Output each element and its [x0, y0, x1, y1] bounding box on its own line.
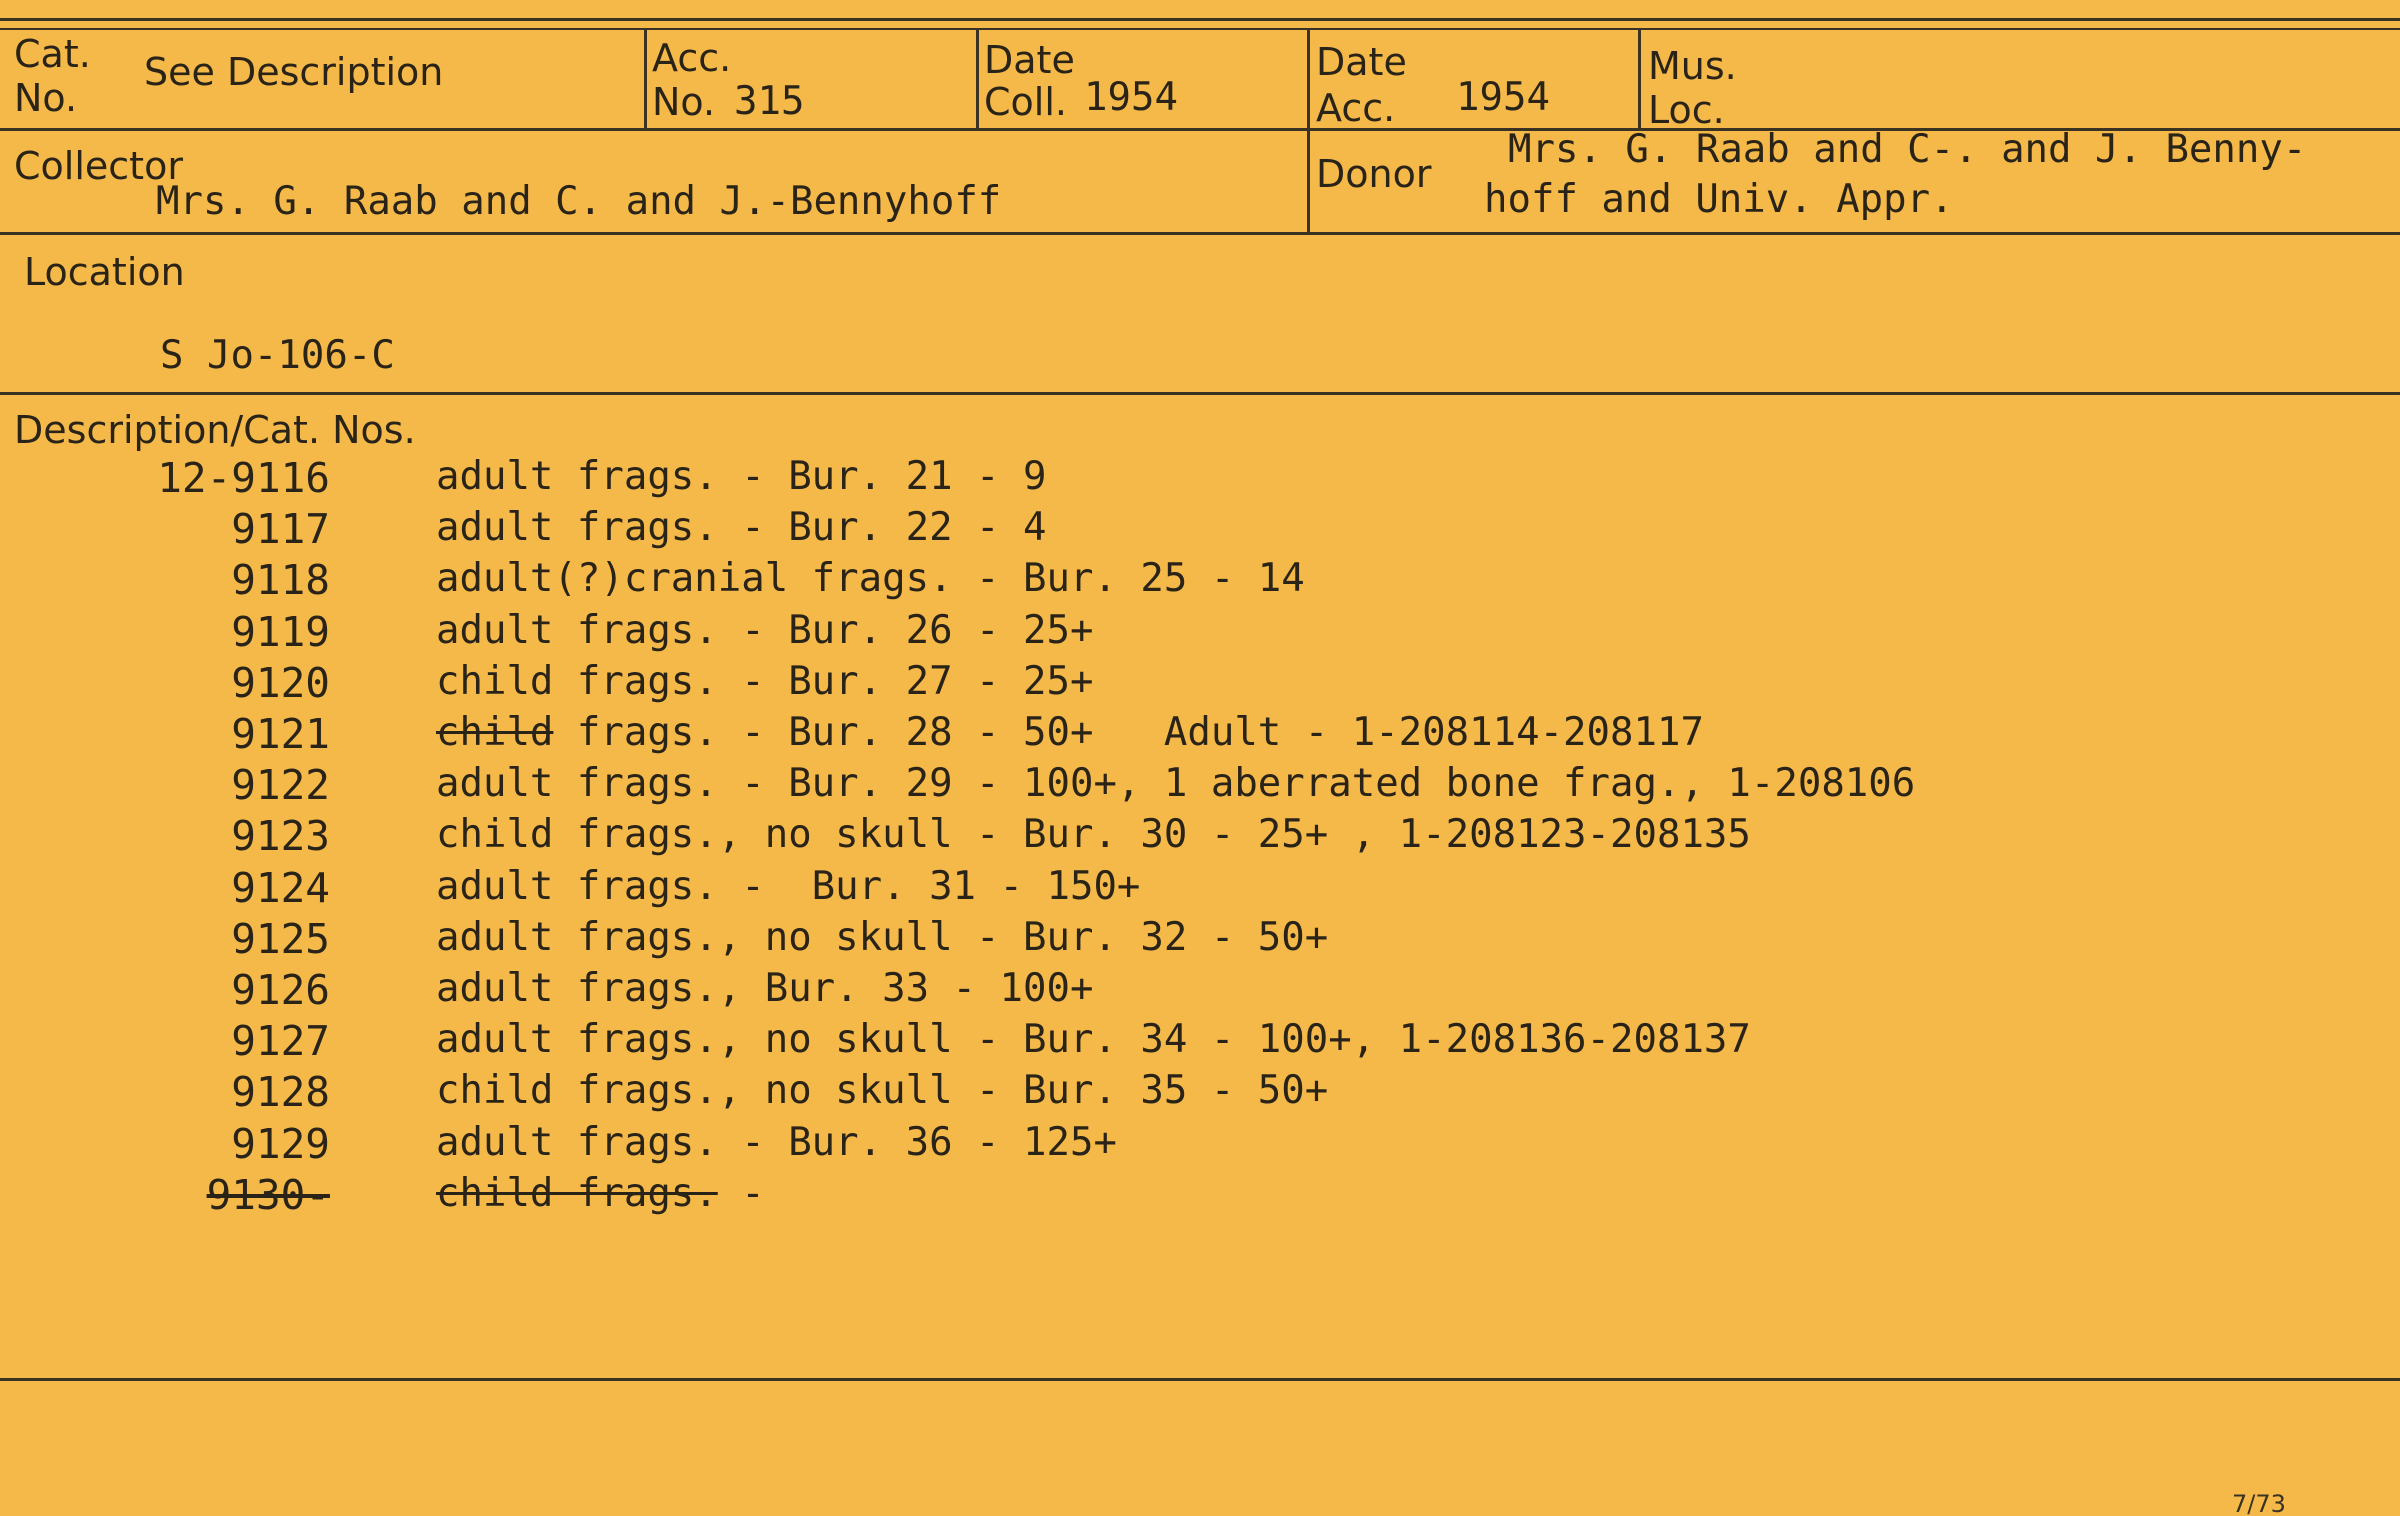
entry-text-body: adult(?)cranial frags. - Bur. 25 - 14	[436, 556, 1305, 601]
top-rule	[0, 18, 2400, 21]
entry-text	[436, 659, 1093, 704]
entry-text	[436, 608, 1093, 653]
header-divider-1	[644, 28, 647, 130]
catalog-number: 9124	[231, 864, 330, 912]
entry-text-body: child frags. - Bur. 27 - 25+	[436, 659, 1094, 704]
entry-text	[436, 966, 1093, 1011]
date-coll-value: 1954	[1084, 75, 1178, 120]
entry-text	[436, 761, 1915, 806]
catalog-number: 9128	[231, 1068, 330, 1116]
entry-text-body: adult frags. - Bur. 21 - 9	[436, 454, 1047, 499]
cat-no-label: Cat. No.	[14, 32, 91, 120]
catalog-number: 9121	[231, 710, 330, 758]
description-bottom-rule	[0, 1378, 2400, 1381]
struck-text: child frags.	[436, 1171, 718, 1216]
donor-value-line1: Mrs. G. Raab and C-. and J. Benny-	[1508, 127, 2307, 172]
acc-label: Acc.	[652, 36, 732, 80]
entry-text-body: adult frags., no skull - Bur. 34 - 100+, 1-208136-208137	[436, 1017, 1751, 1062]
donor-label: Donor	[1316, 152, 1432, 196]
entry-text-body: adult frags. - Bur. 36 - 125+	[436, 1120, 1117, 1165]
cat-no-value: See Description	[144, 50, 444, 94]
location-bottom-rule	[0, 392, 2400, 395]
entry-text-body: child frags., no skull - Bur. 35 - 50+	[436, 1068, 1329, 1113]
location-label: Location	[24, 250, 185, 294]
entry-text-body: adult frags. - Bur. 26 - 25+	[436, 608, 1094, 653]
entry-text	[436, 864, 1140, 909]
struck-text: child	[436, 710, 554, 755]
entry-text	[436, 556, 1305, 601]
entry-text	[436, 1171, 765, 1216]
catalog-number: 12-9116	[157, 454, 330, 502]
acc-no-label: No.	[652, 80, 716, 124]
entry-text	[436, 505, 1046, 550]
catalog-number: 9122	[231, 761, 330, 809]
entry-text-body: adult frags. - Bur. 31 - 150+	[436, 864, 1141, 909]
catalog-number: 9119	[231, 608, 330, 656]
coll-label: Coll.	[984, 80, 1067, 124]
collector-bottom-rule	[0, 232, 2400, 235]
entry-text	[436, 1120, 1117, 1165]
collector-donor-divider	[1307, 128, 1310, 234]
collector-value: Mrs. G. Raab and C. and J.-Bennyhoff	[156, 179, 1002, 224]
entry-text-body: -	[717, 1171, 765, 1216]
catalog-number: 9120	[231, 659, 330, 707]
donor-value-line2: hoff and Univ. Appr.	[1484, 177, 1954, 222]
entry-text-body: adult frags., Bur. 33 - 100+	[436, 966, 1094, 1011]
entry-text	[436, 710, 1704, 755]
entry-text-body: adult frags. - Bur. 22 - 4	[436, 505, 1047, 550]
date-coll-label: Date	[984, 38, 1075, 82]
entry-text-body: adult frags. - Bur. 29 - 100+, 1 aberrated bone frag., 1-208106	[436, 761, 1916, 806]
header-divider-2	[976, 28, 979, 130]
catalog-number: 9118	[231, 556, 330, 604]
header-divider-3	[1307, 28, 1310, 130]
acc-label-2: Acc.	[1316, 86, 1396, 130]
collector-label: Collector	[14, 144, 183, 188]
catalog-number: 9123	[231, 812, 330, 860]
location-value: S Jo-106-C	[160, 333, 395, 378]
mus-label: Mus.	[1648, 44, 1737, 88]
entry-text	[436, 915, 1328, 960]
loc-label: Loc.	[1648, 88, 1725, 132]
catalog-number: 9130-	[206, 1171, 330, 1219]
catalog-number: 9117	[231, 505, 330, 553]
catalog-number: 9127	[231, 1017, 330, 1065]
catalog-number: 9125	[231, 915, 330, 963]
acc-no-value: 315	[734, 79, 805, 124]
entry-text-body: adult frags., no skull - Bur. 32 - 50+	[436, 915, 1329, 960]
description-label: Description/Cat. Nos.	[14, 408, 416, 452]
catalog-number: 9126	[231, 966, 330, 1014]
card-footer-code: 7/73	[2232, 1490, 2286, 1516]
date-acc-value: 1954	[1456, 75, 1550, 120]
entry-text	[436, 1017, 1751, 1062]
entry-text	[436, 1068, 1328, 1113]
header-divider-4	[1638, 28, 1641, 130]
entry-text	[436, 454, 1046, 499]
date-acc-label: Date	[1316, 40, 1407, 84]
catalog-number: 9129	[231, 1120, 330, 1168]
entry-text	[436, 812, 1751, 857]
entry-text-body: frags. - Bur. 28 - 50+ Adult - 1-208114-208117	[553, 710, 1704, 755]
entry-text-body: child frags., no skull - Bur. 30 - 25+ , 1-208123-208135	[436, 812, 1751, 857]
top-rule-2	[0, 28, 2400, 30]
